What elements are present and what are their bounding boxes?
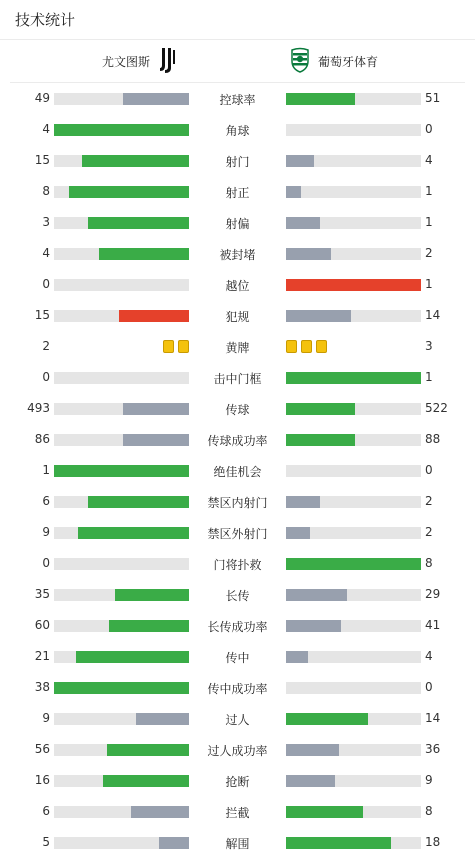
stat-label: 被封堵	[219, 248, 256, 262]
away-stat-fill	[286, 496, 320, 508]
home-stat-bar	[54, 93, 189, 105]
home-stat-fill	[115, 589, 189, 601]
away-stat-fill	[286, 837, 391, 849]
away-stat-value: 14	[425, 308, 441, 322]
away-stat-value: 2	[425, 494, 433, 508]
home-stat-fill	[123, 434, 189, 446]
page-title	[0, 0, 475, 40]
home-stat-value: 9	[42, 525, 50, 539]
away-stat-bar	[286, 620, 421, 632]
away-stat-value: 51	[425, 91, 441, 105]
away-stat-value: 88	[425, 432, 441, 446]
stat-row	[0, 83, 475, 114]
home-stat-value: 38	[34, 680, 50, 694]
home-stat-bar	[54, 496, 189, 508]
stat-row	[0, 517, 475, 548]
away-stat-value: 1	[425, 370, 433, 384]
home-stat-value: 493	[27, 401, 50, 415]
home-stat-fill	[54, 465, 189, 477]
stat-row	[0, 176, 475, 207]
stat-row	[0, 424, 475, 455]
yellow-card-icon	[301, 340, 312, 353]
stat-label: 过人成功率	[207, 744, 268, 758]
stat-row	[0, 455, 475, 486]
stat-label: 击中门框	[213, 372, 262, 386]
home-stat-fill	[107, 744, 189, 756]
away-stat-bar	[286, 124, 421, 136]
stat-row	[0, 331, 475, 362]
home-stat-fill	[123, 93, 189, 105]
stat-row	[0, 393, 475, 424]
home-stat-bar	[54, 310, 189, 322]
stat-row	[0, 238, 475, 269]
home-stat-value: 21	[34, 649, 50, 663]
away-stat-fill	[286, 310, 351, 322]
stat-label: 黄牌	[225, 341, 250, 355]
home-stat-bar	[54, 775, 189, 787]
home-stat-bar	[54, 620, 189, 632]
home-stat-bar	[54, 155, 189, 167]
home-team[interactable]	[102, 40, 178, 82]
away-stat-value: 8	[425, 556, 433, 570]
home-stat-bar	[54, 465, 189, 477]
home-stat-bar	[54, 589, 189, 601]
home-stat-value: 4	[42, 246, 50, 260]
stat-row	[0, 827, 475, 857]
away-stat-bar	[286, 682, 421, 694]
away-stat-fill	[286, 713, 368, 725]
away-stat-fill	[286, 403, 355, 415]
away-stat-fill	[286, 93, 355, 105]
stat-label: 拦截	[225, 806, 250, 820]
home-stat-fill	[159, 837, 189, 849]
home-stat-bar	[54, 837, 189, 849]
stat-row	[0, 734, 475, 765]
home-stat-fill	[103, 775, 189, 787]
away-stat-value: 2	[425, 525, 433, 539]
stat-row	[0, 207, 475, 238]
away-stat-value: 4	[425, 153, 433, 167]
away-stat-bar	[286, 93, 421, 105]
stat-row	[0, 672, 475, 703]
away-stat-bar	[286, 651, 421, 663]
away-stat-value: 0	[425, 122, 433, 136]
stat-label: 犯规	[225, 310, 250, 324]
away-stat-value: 29	[425, 587, 441, 601]
home-stat-fill	[54, 124, 189, 136]
stats-list	[0, 83, 475, 857]
home-stat-bar	[54, 434, 189, 446]
away-stat-fill	[286, 620, 341, 632]
away-stat-value: 1	[425, 215, 433, 229]
away-stat-bar	[286, 372, 421, 384]
away-stat-value: 8	[425, 804, 433, 818]
home-stat-bar	[54, 744, 189, 756]
away-stat-value: 36	[425, 742, 441, 756]
stat-label: 越位	[225, 279, 250, 293]
home-stat-value: 9	[42, 711, 50, 725]
stat-label: 角球	[225, 124, 250, 138]
away-stat-value: 2	[425, 246, 433, 260]
away-stat-fill	[286, 589, 347, 601]
home-stat-value: 1	[42, 463, 50, 477]
away-stat-value: 0	[425, 463, 433, 477]
stat-row	[0, 641, 475, 672]
stat-label: 长传成功率	[207, 620, 268, 634]
away-stat-fill	[286, 186, 301, 198]
home-stat-value: 86	[34, 432, 50, 446]
home-stat-bar	[54, 217, 189, 229]
home-stat-bar	[54, 806, 189, 818]
stat-row	[0, 145, 475, 176]
away-stat-bar	[286, 558, 421, 570]
home-stat-value: 49	[34, 91, 50, 105]
home-stat-value: 2	[42, 339, 50, 353]
stat-label: 射偏	[225, 217, 250, 231]
away-stat-value: 1	[425, 277, 433, 291]
home-stat-value: 15	[34, 153, 50, 167]
away-stat-bar	[286, 217, 421, 229]
home-stat-value: 35	[34, 587, 50, 601]
away-stat-value: 9	[425, 773, 433, 787]
home-stat-bar	[54, 279, 189, 291]
away-stat-fill	[286, 744, 339, 756]
home-stat-fill	[109, 620, 189, 632]
away-stat-fill	[286, 651, 308, 663]
home-stat-fill	[88, 496, 189, 508]
home-team-name: 尤文图斯	[101, 54, 150, 69]
away-stat-fill	[286, 217, 320, 229]
home-stat-value: 3	[42, 215, 50, 229]
away-stat-value: 14	[425, 711, 441, 725]
page-title-text: 技术统计	[15, 11, 76, 29]
stat-row	[0, 300, 475, 331]
home-stat-bar	[54, 186, 189, 198]
away-stat-bar	[286, 434, 421, 446]
home-stat-value: 0	[42, 370, 50, 384]
away-stat-fill	[286, 372, 421, 384]
stat-label: 长传	[225, 589, 250, 603]
yellow-card-icon	[178, 340, 189, 353]
home-stat-fill	[136, 713, 189, 725]
home-stat-value: 5	[42, 835, 50, 849]
stat-row	[0, 703, 475, 734]
home-stat-fill	[131, 806, 189, 818]
away-stat-bar	[286, 155, 421, 167]
stat-row	[0, 765, 475, 796]
stat-label: 抢断	[225, 775, 250, 789]
away-stat-fill	[286, 155, 314, 167]
home-stat-value: 56	[34, 742, 50, 756]
away-team-name: 葡萄牙体育	[318, 54, 379, 69]
home-stat-fill	[76, 651, 189, 663]
away-stat-fill	[286, 248, 331, 260]
away-stat-bar	[286, 775, 421, 787]
home-stat-value: 0	[42, 556, 50, 570]
away-stat-bar	[286, 465, 421, 477]
away-stat-value: 1	[425, 184, 433, 198]
away-stat-bar	[286, 806, 421, 818]
away-stat-value: 4	[425, 649, 433, 663]
yellow-card-icon	[286, 340, 297, 353]
away-stat-bar	[286, 310, 421, 322]
away-stat-fill	[286, 434, 355, 446]
stat-label: 射门	[225, 155, 250, 169]
stat-row	[0, 486, 475, 517]
away-stat-bar	[286, 279, 421, 291]
away-stat-bar	[286, 589, 421, 601]
away-stat-fill	[286, 279, 421, 291]
home-stat-value: 15	[34, 308, 50, 322]
stat-row	[0, 114, 475, 145]
home-stat-fill	[54, 682, 189, 694]
stat-label: 绝佳机会	[213, 465, 262, 479]
home-stat-bar	[54, 682, 189, 694]
home-stat-bar	[54, 124, 189, 136]
stat-row	[0, 796, 475, 827]
home-stat-bar	[54, 403, 189, 415]
away-stat-value: 522	[425, 401, 448, 415]
stat-row	[0, 579, 475, 610]
home-stat-value: 60	[34, 618, 50, 632]
away-stat-fill	[286, 775, 335, 787]
stat-row	[0, 269, 475, 300]
home-stat-bar	[54, 372, 189, 384]
home-stat-value: 8	[42, 184, 50, 198]
away-stat-bar	[286, 744, 421, 756]
yellow-card-icon	[316, 340, 327, 353]
stat-label: 传中成功率	[207, 682, 268, 696]
away-stat-bar	[286, 527, 421, 539]
stat-label: 传球	[225, 403, 250, 417]
away-stat-value: 0	[425, 680, 433, 694]
away-stat-bar	[286, 496, 421, 508]
away-stat-bar	[286, 248, 421, 260]
stat-label: 禁区外射门	[207, 527, 268, 541]
home-stat-fill	[78, 527, 189, 539]
stat-label: 禁区内射门	[207, 496, 268, 510]
yellow-card-icon	[163, 340, 174, 353]
home-stat-bar	[54, 558, 189, 570]
stat-label: 解围	[225, 837, 250, 851]
stat-label: 传球成功率	[207, 434, 268, 448]
home-stat-fill	[99, 248, 189, 260]
stat-label: 传中	[225, 651, 250, 665]
away-stat-bar	[286, 403, 421, 415]
home-yellow-cards	[163, 340, 189, 353]
home-stat-value: 16	[34, 773, 50, 787]
away-stat-bar	[286, 186, 421, 198]
home-stat-value: 0	[42, 277, 50, 291]
away-yellow-cards	[286, 340, 327, 353]
stat-label: 射正	[225, 186, 250, 200]
home-stat-value: 6	[42, 804, 50, 818]
home-stat-fill	[123, 403, 189, 415]
away-stat-bar	[286, 837, 421, 849]
teams-header	[10, 40, 465, 83]
away-stat-value: 3	[425, 339, 433, 353]
sporting-cp-logo-icon	[290, 47, 310, 76]
home-stat-bar	[54, 248, 189, 260]
juventus-logo-icon	[158, 46, 178, 77]
away-stat-fill	[286, 558, 421, 570]
stat-row	[0, 362, 475, 393]
stat-row	[0, 548, 475, 579]
home-stat-fill	[69, 186, 189, 198]
home-stat-value: 6	[42, 494, 50, 508]
home-stat-fill	[82, 155, 189, 167]
home-stat-fill	[88, 217, 189, 229]
away-stat-value: 18	[425, 835, 441, 849]
home-stat-fill	[119, 310, 189, 322]
away-stat-fill	[286, 527, 310, 539]
away-stat-value: 41	[425, 618, 441, 632]
stat-label: 门将扑救	[213, 558, 262, 572]
home-stat-bar	[54, 713, 189, 725]
stat-label: 过人	[225, 713, 250, 727]
away-team[interactable]	[290, 40, 378, 82]
home-stat-value: 4	[42, 122, 50, 136]
stat-row	[0, 610, 475, 641]
stat-label: 控球率	[219, 93, 256, 107]
away-stat-fill	[286, 806, 363, 818]
home-stat-bar	[54, 527, 189, 539]
away-stat-bar	[286, 713, 421, 725]
home-stat-bar	[54, 651, 189, 663]
